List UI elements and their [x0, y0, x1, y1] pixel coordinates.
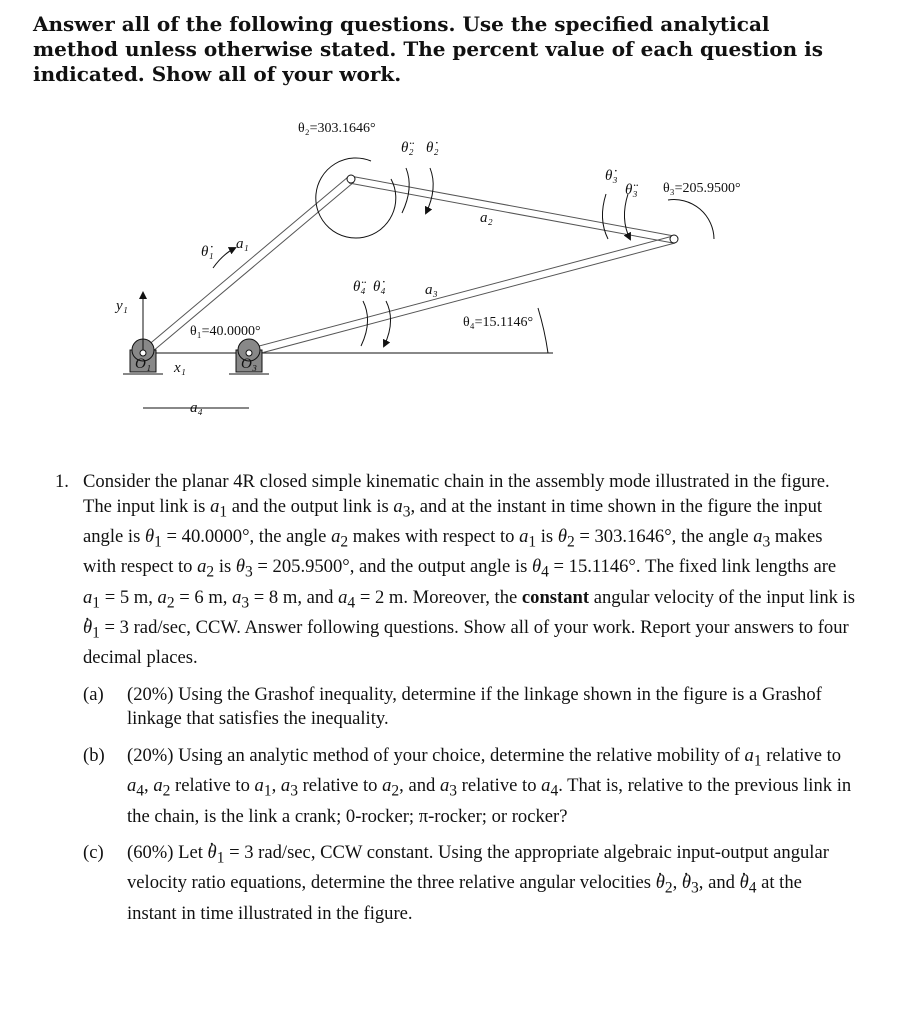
omega4-arrows — [361, 301, 391, 346]
y-axis-label: y₁ — [116, 298, 128, 314]
link-a3-label: a₃ — [425, 282, 438, 298]
theta1-label: θ₁=40.0000° — [190, 324, 261, 339]
problem-statement: Consider the planar 4R closed simple kinematic chain in the assembly mode illustrated in the figure. The input link is $a_1$ and the output link is $a_3$, and at the instant in time shown in the figure the input angle is $\theta_1 = 40.0000^\circ$, the angle $a_2$ makes with respect to $a_1$ is $\theta_2 = 303.1646^\circ$, the angle $a_3$ makes with respect to $a_2$ is $\theta_3 = 205.9500^\circ$, and the output angle is $\theta_4 = 15.1146^\circ$. The fixed link lengths are $a_1 = 5$ m, $a_2 = 6$ m, $a_3 = 8$ m, and $a_4 = 2$ m. Moreover, the constant angular velocity of the input link is θ $._1 = 3$ rad/sec, CCW. Answer following questions. Show all of your work. Report your answers to four decimal places. — [83, 470, 855, 671]
linkage-figure — [108, 108, 788, 418]
theta4-label: θ₄=15.1146° — [463, 315, 534, 330]
omega3-label: θ̇₃ — [605, 168, 618, 184]
joint-a2-a3 — [670, 235, 678, 243]
instructions-header: Answer all of the following questions. Use the specified analytical method unless otherwise stated. The percent value of each question is indicated. Show all of your work. — [33, 12, 824, 86]
joint-a1-a2 — [347, 175, 355, 183]
omega1-label: θ̇₁ — [201, 244, 214, 260]
omega4-label: θ̇₄ — [373, 279, 386, 295]
problem-1 — [55, 470, 855, 926]
part-a: (a) (20%) Using the Grashof inequality, determine if the linkage shown in the figure is a Grashof linkage that satisfies the inequality. — [83, 683, 822, 730]
theta3-arc — [668, 200, 714, 239]
link-a4-label: a₄ — [190, 400, 203, 416]
theta2-arc — [316, 158, 396, 238]
problem-number: 1. — [55, 471, 69, 492]
theta4-arc — [538, 308, 548, 353]
part-c: (c) (60%) Let θ $._1 = 3$ rad/sec, CCW constant. Using the appropriate algebraic input-output angular velocity ratio equations, determine the three relative angular velocities θ $._2$, θ $._3$, and θ $._4$ at the instant in time illustrated in the figure. — [83, 841, 855, 926]
ground-o3-label: O₃ — [241, 356, 258, 372]
alpha2-label: θ̈₂ — [401, 140, 414, 156]
theta2-label: θ₂=303.1646° — [298, 121, 376, 136]
link-a3 — [248, 236, 675, 356]
part-b: (b) (20%) Using an analytic method of your choice, determine the relative mobility of $a_1$ relative to $a_4$, $a_2$ relative to $a_1$, $a_3$ relative to $a_2$, and $a_3$ relative to $a_4$. That is, relative to the previous link in the chain, is the link a crank; 0-rocker; π-rocker; or rocker? — [83, 744, 852, 827]
ground-o1-label: O₁ — [135, 356, 152, 372]
theta3-label: θ₃=205.9500° — [663, 181, 741, 196]
alpha3-label: θ̈₃ — [625, 182, 638, 198]
link-a2-label: a₂ — [480, 210, 493, 226]
omega1-arrow — [213, 248, 235, 268]
alpha4-label: θ̈₄ — [353, 279, 366, 295]
link-a1-label: a₁ — [236, 236, 249, 252]
omega2-label: θ̇₂ — [426, 140, 439, 156]
x-axis-label: x₁ — [174, 360, 186, 376]
